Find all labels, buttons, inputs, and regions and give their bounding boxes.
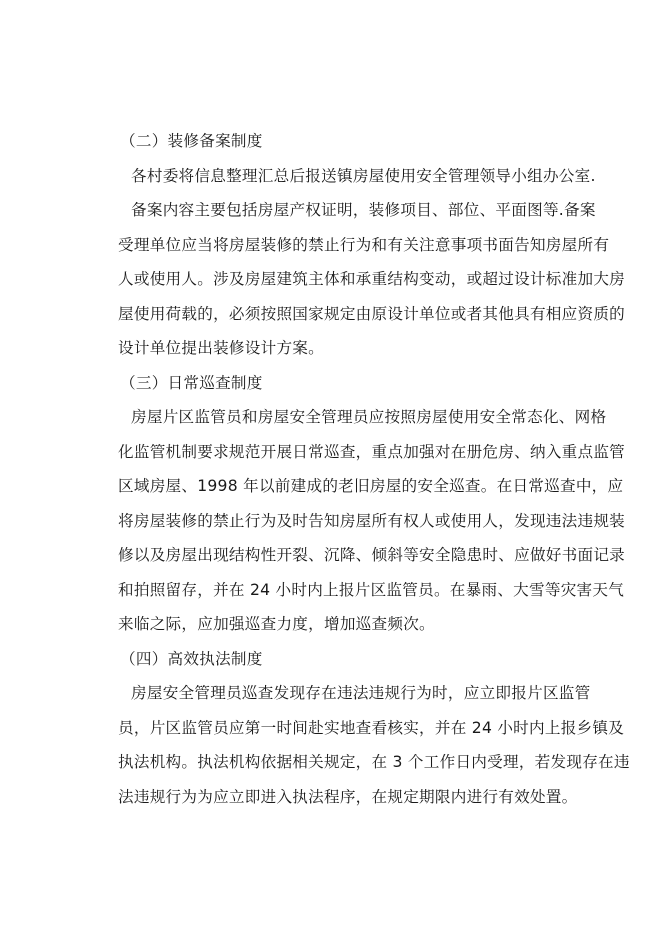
paragraph-line: 设计单位提出装修设计方案。 [118, 339, 324, 357]
paragraph-line: 法违规行为为应立即进入执法程序，在规定期限内进行有效处置。 [118, 787, 578, 806]
document-body [118, 124, 630, 814]
paragraph-line: 备案内容主要包括房屋产权证明，装修项目、部位、平面图等.备案 [131, 201, 596, 219]
paragraph-line: 房屋片区监管员和房屋安全管理员应按照房屋使用安全常态化、网格 [131, 408, 607, 426]
section-heading-decoration-filing: （二）装修备案制度 [120, 132, 263, 150]
section-heading-law-enforcement: （四）高效执法制度 [120, 649, 263, 668]
paragraph-line: 各村委将信息整理汇总后报送镇房屋使用安全管理领导小组办公室. [131, 166, 596, 185]
paragraph-line: 区域房屋、1998 年以前建成的老旧房屋的安全巡查。在日常巡查中，应 [118, 477, 624, 495]
paragraph-line: 屋使用荷载的，必须按照国家规定由原设计单位或者其他具有相应资质的 [118, 304, 626, 323]
paragraph-line: 执法机构。执法机构依据相关规定，在 3 个工作日内受理，若发现存在违 [118, 753, 630, 771]
paragraph-line: 人或使用人。涉及房屋建筑主体和承重结构变动，或超过设计标准加大房 [118, 270, 626, 288]
paragraph-line: 将房屋装修的禁止行为及时告知房屋所有权人或使用人，发现违法违规装 [118, 511, 626, 530]
paragraph-line: 和拍照留存，并在 24 小时内上报片区监管员。在暴雨、大雪等灾害天气 [118, 580, 625, 599]
paragraph-line: 员，片区监管员应第一时间赴实地查看核实，并在 24 小时内上报乡镇及 [118, 718, 625, 737]
paragraph-line: 房屋安全管理员巡查发现存在违法违规行为时，应立即报片区监管 [131, 684, 591, 702]
paragraph-line: 来临之际，应加强巡查力度，增加巡查频次。 [118, 615, 435, 633]
paragraph-line: 修以及房屋出现结构性开裂、沉降、倾斜等安全隐患时、应做好书面记录 [118, 546, 626, 564]
paragraph-line: 受理单位应当将房屋装修的禁止行为和有关注意事项书面告知房屋所有 [118, 235, 610, 254]
paragraph-line: 化监管机制要求规范开展日常巡查，重点加强对在册危房、纳入重点监管 [118, 442, 626, 461]
section-heading-daily-inspection: （三）日常巡查制度 [120, 373, 263, 392]
